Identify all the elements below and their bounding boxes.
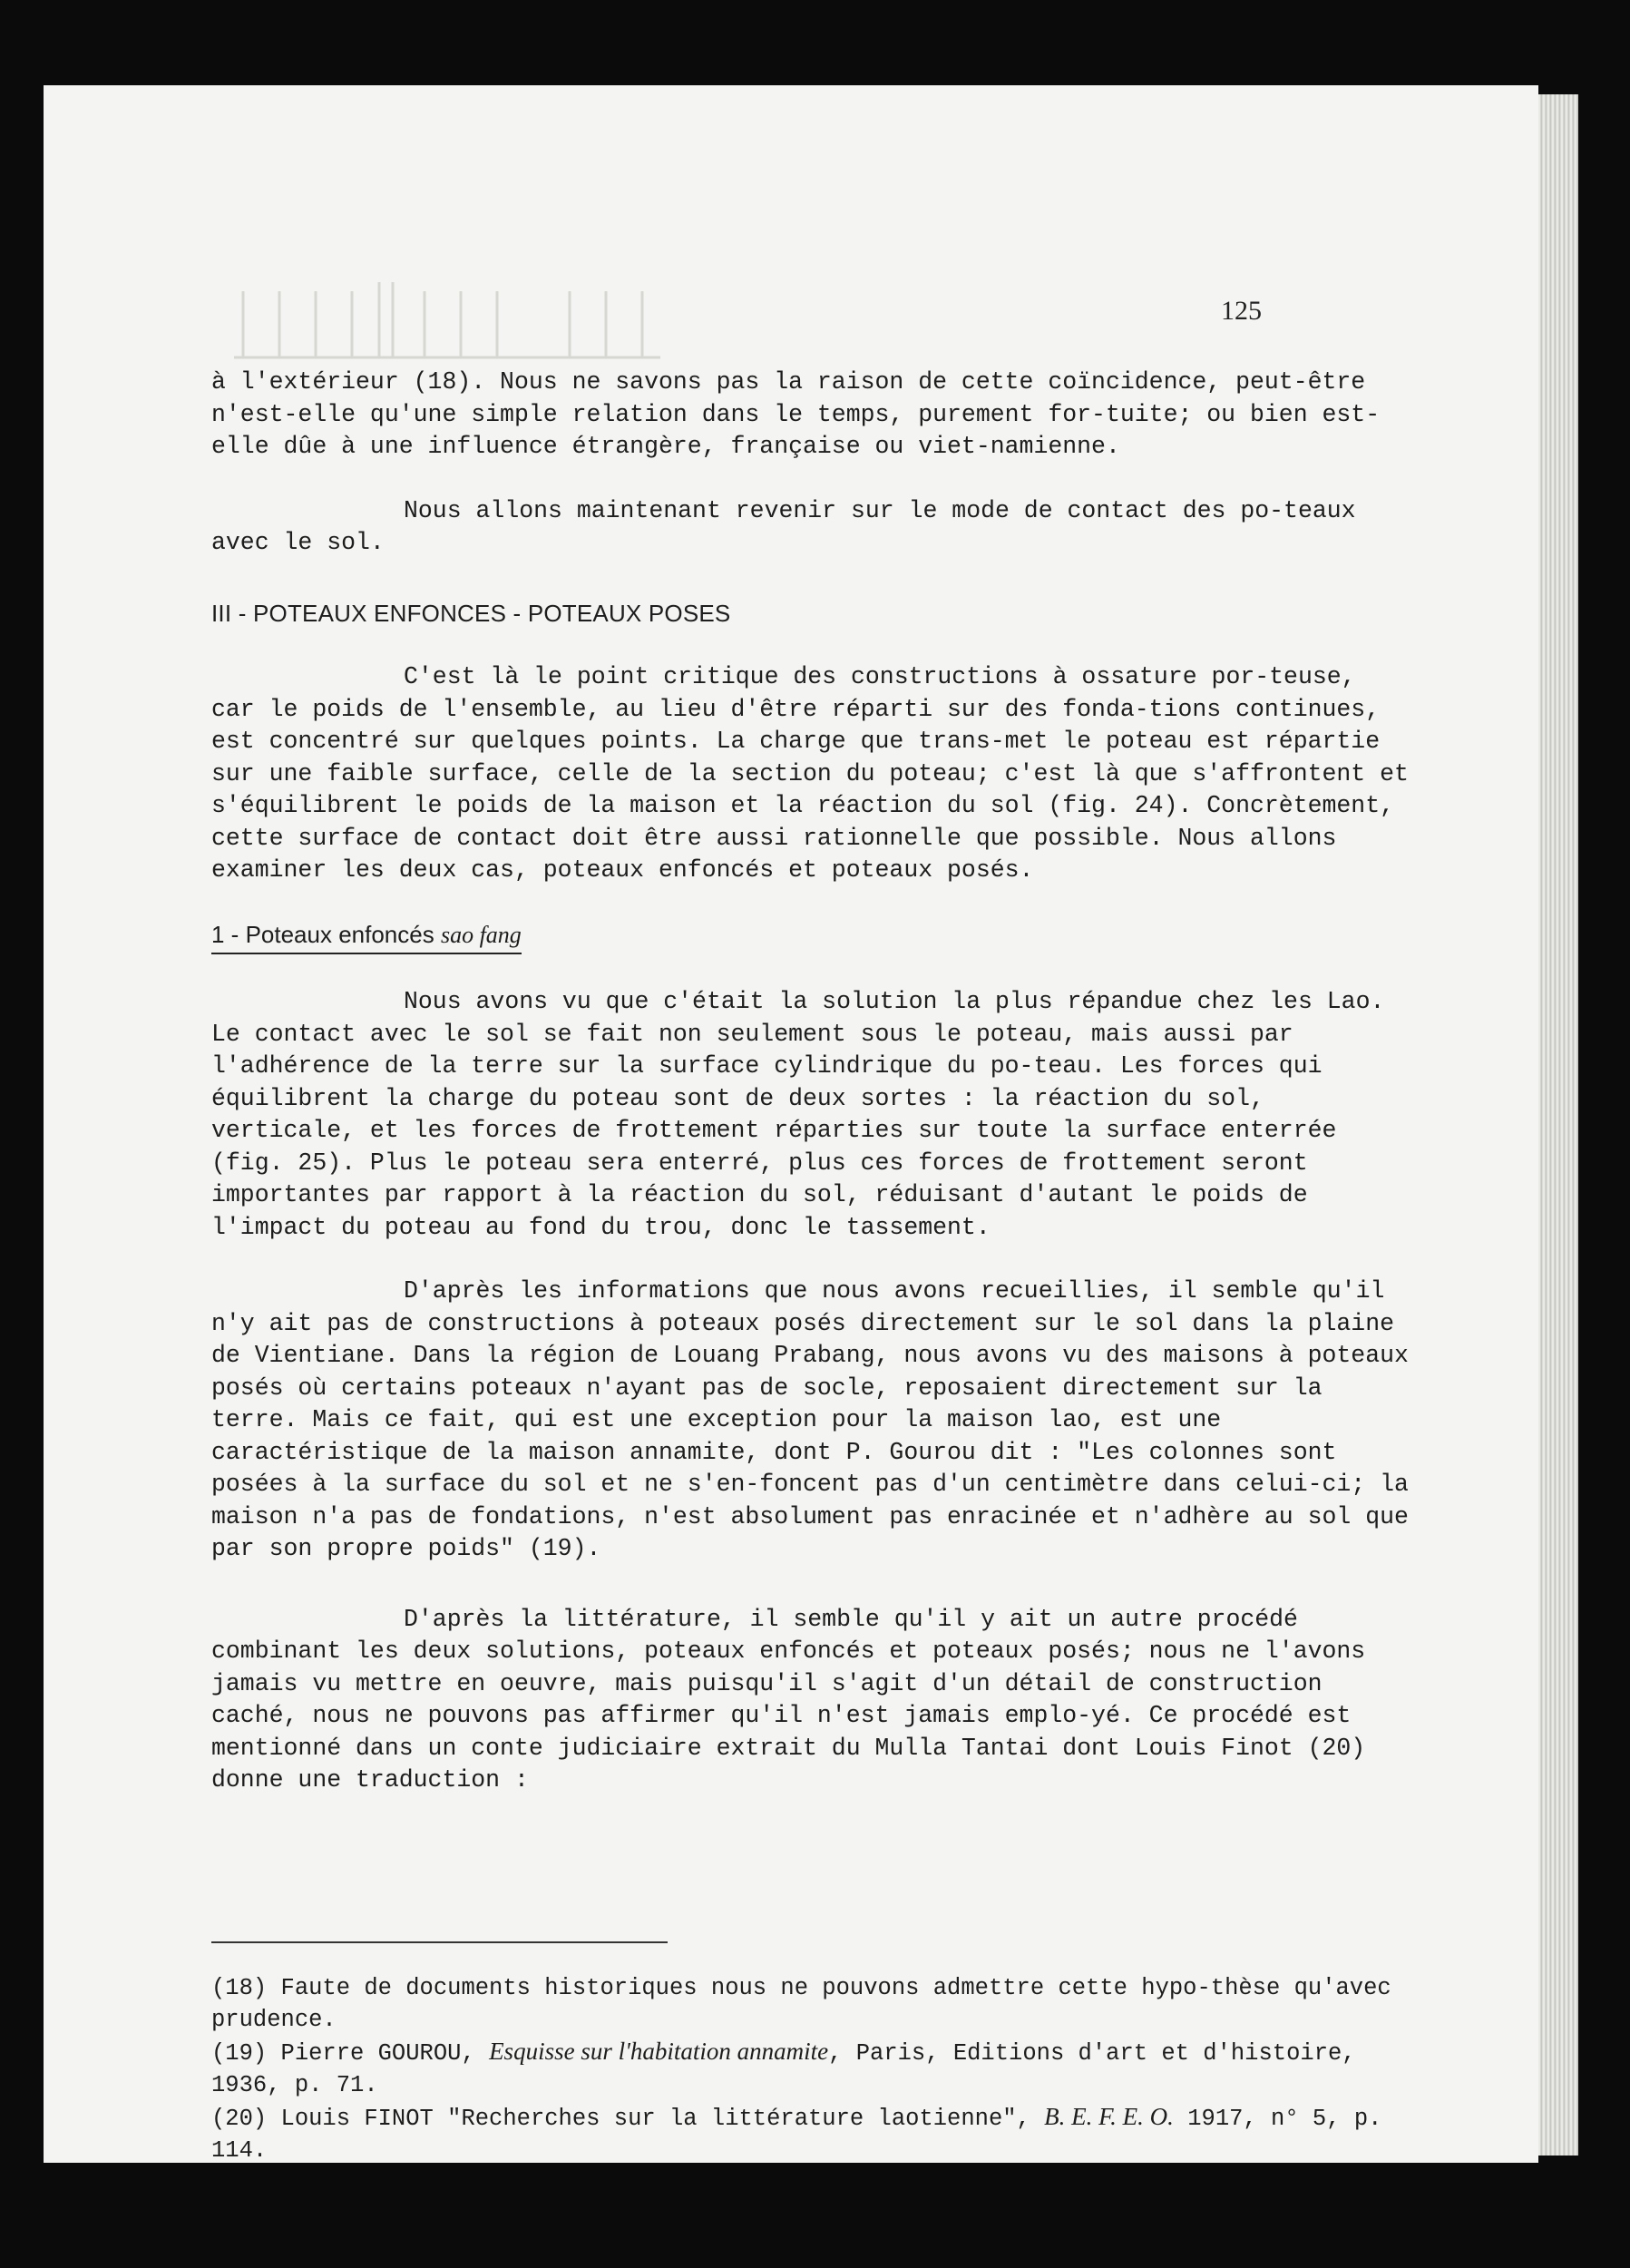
footnote-20-journal: B. E. F. E. O. [1044, 2103, 1174, 2130]
bleed-through-figure [234, 278, 660, 364]
subsection-heading [211, 919, 1409, 955]
section-heading: III - POTEAUX ENFONCES - POTEAUX POSES [211, 599, 731, 627]
paragraph-1: à l'extérieur (18). Nous ne savons pas la raison de cette coïncidence, peut-être n'est-elle qu'une simple relation dans le temps, purement for-tuite; ou bien est-elle dûe à une influence étrangère, française ou viet-namienne. [211, 368, 1381, 460]
paragraph-6: D'après la littérature, il semble qu'il y ait un autre procédé combinant les deux solutions, poteaux enfoncés et poteaux posés; nous ne l'avons jamais vu mettre en oeuvre, mais puisqu'il s'agit d'un détail de construction caché, nous ne pouvons pas affirmer qu'il n'est jamais emplo-yé. Ce procédé est mentionné dans un conte judiciaire extrait du Mulla Tantai dont Louis Finot (20) donne une traduction : [211, 1605, 1366, 1794]
footnote-19 [211, 2036, 1409, 2101]
footnote-20-issue: 1917, n° 5, p. 114. [211, 2106, 1382, 2164]
footnote-20-author: (20) Louis FINOT "Recherches sur la littérature laotienne", [211, 2106, 1045, 2132]
subsection-term: sao fang [440, 921, 522, 948]
page-number: 125 [1221, 296, 1262, 326]
footnote-19-author: (19) Pierre GOUROU, [211, 2040, 490, 2067]
footnote-rule [211, 1941, 668, 1943]
paragraph-4: Nous avons vu que c'était la solution la plus répandue chez les Lao. Le contact avec le sol se fait non seulement sous le poteau, mais aussi par l'adhérence de la terre sur la surface cylindrique du po-teau. Les forces qui équilibrent la charge du poteau sont de deux sortes : la réaction du sol, verticale, et les forces de frottement réparties sur toute la surface enterrée (fig. 25). Plus le poteau sera enterré, plus ces forces de frottement seront importantes par rapport à la réaction du sol, réduisant d'autant le poids de l'impact du poteau au fond du trou, donc le tassement. [211, 988, 1385, 1241]
body-text [211, 367, 1409, 1797]
paragraph-2: Nous allons maintenant revenir sur le mode de contact des po-teaux avec le sol. [211, 496, 1356, 556]
footnote-19-title: Esquisse sur l'habitation annamite [489, 2038, 829, 2065]
subsection-label: 1 - Poteaux enfoncés [211, 920, 434, 948]
subsection-title [211, 919, 522, 955]
paragraph-5: D'après les informations que nous avons recueillies, il semble qu'il n'y ait pas de constructions à poteaux posés directement sur le sol dans la plaine de Vientiane. Dans la région de Louang Prabang, nous avons vu des maisons à poteaux posés où certains poteaux n'ayant pas de socle, reposaient directement sur la terre. Mais ce fait, qui est une exception pour la maison lao, est une caractéristique de la maison annamite, dont P. Gourou dit : "Les colonnes sont posées à la surface du sol et ne s'en-foncent pas d'un centimètre dans celui-ci; la maison n'a pas de fondations, n'est absolument pas enracinée et n'adhère au sol que par son propre poids" (19). [211, 1277, 1409, 1562]
page-edges [1538, 94, 1578, 2156]
footnote-20 [211, 2101, 1409, 2166]
footnote-19-publisher: , Paris, Editions d'art et d'histoire, 1936, p. 71. [211, 2040, 1356, 2098]
paragraph-3: C'est là le point critique des constructions à ossature por-teuse, car le poids de l'ensemble, au lieu d'être réparti sur des fonda-tions continues, est concentré sur quelques points. La charge que trans-met le poteau est répartie sur une faible surface, celle de la section du poteau; c'est là que s'affrontent et s'équilibrent le poids de la maison et la réaction du sol (fig. 24). Concrètement, cette surface de contact doit être aussi rationnelle que possible. Nous allons examiner les deux cas, poteaux enfoncés et poteaux posés. [211, 663, 1409, 884]
footnote-18: (18) Faute de documents historiques nous ne pouvons admettre cette hypo-thèse qu'avec prudence. [211, 1975, 1391, 2033]
book-page [44, 85, 1538, 2163]
footnotes [211, 1972, 1409, 2166]
